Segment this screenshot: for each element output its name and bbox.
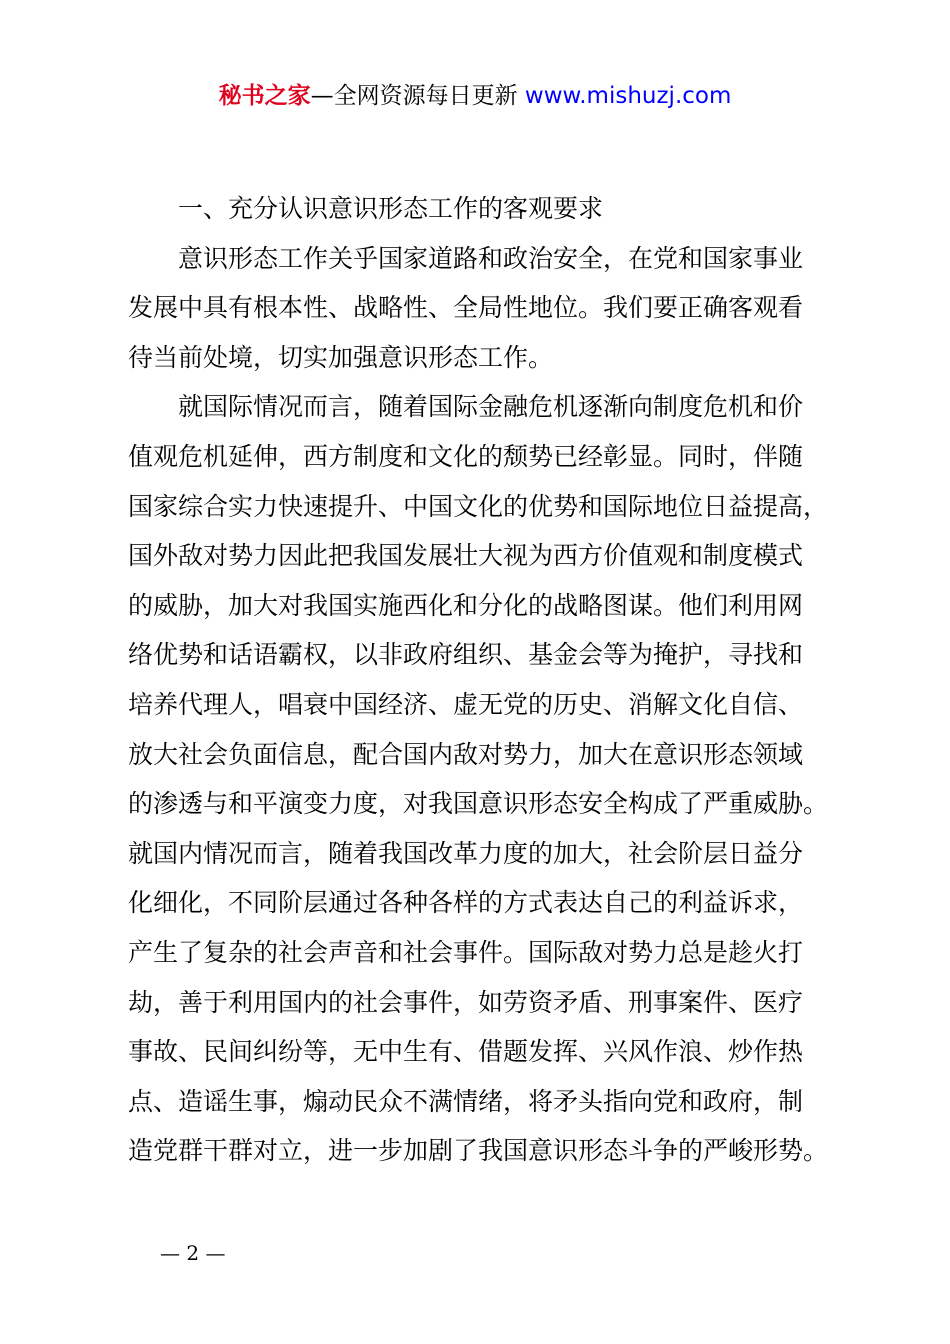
text-line: 化细化，不同阶层通过各种各样的方式表达自己的利益诉求， — [128, 888, 804, 918]
document-body — [128, 184, 858, 1176]
site-url-link[interactable]: www.mishuzj.com — [524, 83, 732, 109]
text-line: 事故、民间纠纷等，无中生有、借题发挥、兴风作浪、炒作热 — [128, 1037, 804, 1067]
page-number: — 2 — — [160, 1241, 226, 1265]
text-line: 国外敌对势力因此把我国发展壮大视为西方价值观和制度模式 — [128, 541, 804, 571]
text-line: 造党群干群对立，进一步加剧了我国意识形态斗争的严峻形势。 — [128, 1136, 829, 1166]
text-line: 待当前处境，切实加强意识形态工作。 — [128, 342, 554, 372]
text-line: 培养代理人，唱衰中国经济、虚无党的历史、消解文化自信、 — [128, 689, 804, 719]
text-line: 的渗透与和平演变力度，对我国意识形态安全构成了严重威胁。 — [128, 789, 829, 819]
text-line: 劫，善于利用国内的社会事件，如劳资矛盾、刑事案件、医疗 — [128, 987, 804, 1017]
text-line: 产生了复杂的社会声音和社会事件。国际敌对势力总是趁火打 — [128, 937, 804, 967]
text-line: 络优势和话语霸权，以非政府组织、基金会等为掩护，寻找和 — [128, 640, 804, 670]
text-line: 放大社会负面信息，配合国内敌对势力，加大在意识形态领域 — [128, 739, 804, 769]
text-line: 国家综合实力快速提升、中国文化的优势和国际地位日益提高， — [128, 491, 829, 521]
site-slogan: —全网资源每日更新 — [310, 83, 518, 109]
section-heading: 一、充分认识意识形态工作的客观要求 — [178, 194, 604, 223]
text-line: 的威胁，加大对我国实施西化和分化的战略图谋。他们利用网 — [128, 590, 804, 620]
text-line: 发展中具有根本性、战略性、全局性地位。我们要正确客观看 — [128, 293, 804, 323]
text-line: 就国际情况而言，随着国际金融危机逐渐向制度危机和价 — [178, 392, 804, 422]
site-header-banner — [0, 80, 950, 112]
text-line: 意识形态工作关乎国家道路和政治安全，在党和国家事业 — [178, 243, 804, 273]
text-line: 点、造谣生事，煽动民众不满情绪，将矛头指向党和政府，制 — [128, 1086, 804, 1116]
site-brand-name: 秘书之家 — [218, 83, 311, 109]
text-line: 就国内情况而言，随着我国改革力度的加大，社会阶层日益分 — [128, 838, 804, 868]
text-line: 值观危机延伸，西方制度和文化的颓势已经彰显。同时，伴随 — [128, 441, 804, 471]
